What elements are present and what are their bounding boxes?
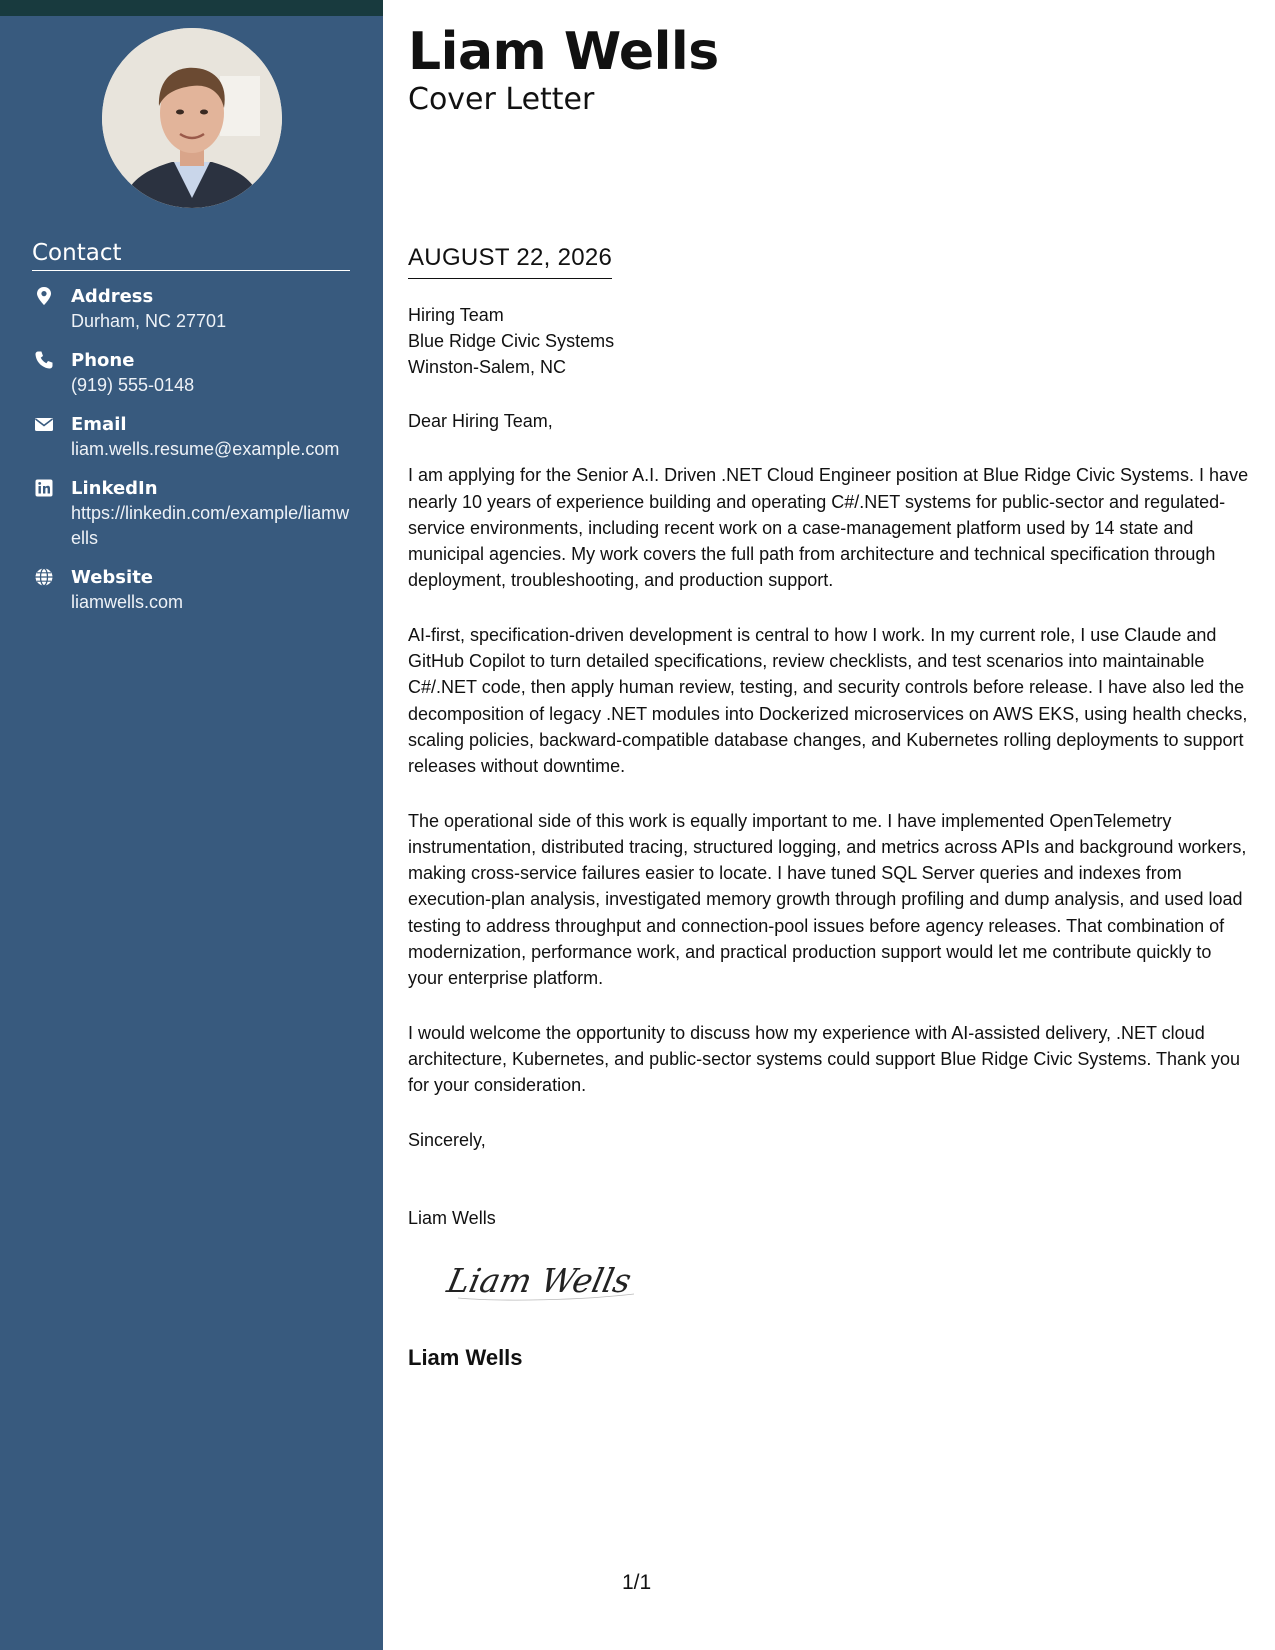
linkedin-value[interactable]: https://linkedin.com/example/liamwells bbox=[71, 503, 350, 548]
page-number: 1/1 bbox=[622, 1571, 652, 1594]
letter-body bbox=[408, 302, 1250, 1231]
sidebar bbox=[0, 0, 383, 1650]
signed-name: Liam Wells bbox=[408, 1345, 523, 1370]
recipient-block bbox=[408, 302, 1250, 380]
globe-icon bbox=[34, 567, 54, 587]
contact-item-website bbox=[32, 565, 352, 615]
email-value[interactable]: liam.wells.resume@example.com bbox=[71, 439, 340, 459]
contact-item-linkedin bbox=[32, 476, 352, 551]
recipient-line: Blue Ridge Civic Systems bbox=[408, 331, 615, 351]
linkedin-icon bbox=[34, 478, 54, 498]
envelope-icon bbox=[34, 414, 54, 434]
letter-paragraph: I am applying for the Senior A.I. Driven .NET Cloud Engineer position at Blue Ridge Civic Systems. I have nearly 10 years of experience building and operating C#/.NET systems for public-sector and regulated-service environments, including recent work on a case-management platform used by 14 state and municipal agencies. My work covers the full path from architecture and technical specification through deployment, troubleshooting, and production support. bbox=[408, 465, 1249, 591]
contact-item-address bbox=[32, 284, 352, 334]
letter-paragraph: I would welcome the opportunity to discuss how my experience with AI-assisted delivery, .NET cloud architecture, Kubernetes, and public-sector systems could support Blue Ridge Civic Systems. Thank you for your consideration. bbox=[408, 1022, 1241, 1096]
contact-item-phone bbox=[32, 348, 352, 398]
sidebar-top-strip bbox=[0, 0, 383, 16]
map-pin-icon bbox=[34, 286, 54, 306]
contact-label: Email bbox=[71, 414, 127, 435]
signature-text: Liam Wells bbox=[444, 1261, 635, 1300]
letter-paragraph: AI-first, specification-driven development is central to how I work. In my current role, I use Claude and GitHub Copilot to turn detailed specifications, review checklists, and test scenarios into maintainable C#/.NET code, then apply human review, testing, and security controls before release. I have also led the decomposition of legacy .NET modules into Dockerized microservices on AWS EKS, using health checks, scaling policies, backward-compatible database changes, and Kubernetes rolling deployments to support releases without downtime. bbox=[408, 624, 1248, 777]
phone-icon bbox=[34, 350, 54, 370]
letter-paragraph: The operational side of this work is equally important to me. I have implemented OpenTelemetry instrumentation, distributed tracing, structured logging, and metrics across APIs and background workers, making cross-service failures easier to locate. I have tuned SQL Server queries and indexes from execution-plan analysis, investigated memory growth through profiling and dump analysis, and used load testing to address throughput and connection-pool issues before agency releases. That combination of modernization, performance work, and practical production support would let me contribute quickly to your enterprise platform. bbox=[408, 810, 1247, 989]
avatar bbox=[102, 28, 282, 208]
contact-list bbox=[32, 284, 352, 629]
contact-heading: Contact bbox=[32, 240, 350, 271]
address-value: Durham, NC 27701 bbox=[71, 311, 227, 331]
letter-date: AUGUST 22, 2026 bbox=[408, 244, 612, 279]
document-type: Cover Letter bbox=[408, 82, 595, 117]
recipient-line: Hiring Team bbox=[408, 305, 504, 325]
website-value[interactable]: liamwells.com bbox=[71, 592, 184, 612]
header-name: Liam Wells bbox=[408, 22, 719, 82]
contact-label: LinkedIn bbox=[71, 478, 158, 499]
typed-name: Liam Wells bbox=[408, 1207, 496, 1228]
closing: Sincerely, bbox=[408, 1129, 486, 1150]
recipient-line: Winston-Salem, NC bbox=[408, 357, 567, 377]
contact-label: Website bbox=[71, 567, 154, 588]
handwritten-signature bbox=[444, 1252, 644, 1312]
phone-value: (919) 555-0148 bbox=[71, 375, 195, 395]
contact-item-email bbox=[32, 412, 352, 462]
contact-label: Phone bbox=[71, 350, 135, 371]
contact-label: Address bbox=[71, 286, 154, 307]
salutation: Dear Hiring Team, bbox=[408, 411, 553, 431]
